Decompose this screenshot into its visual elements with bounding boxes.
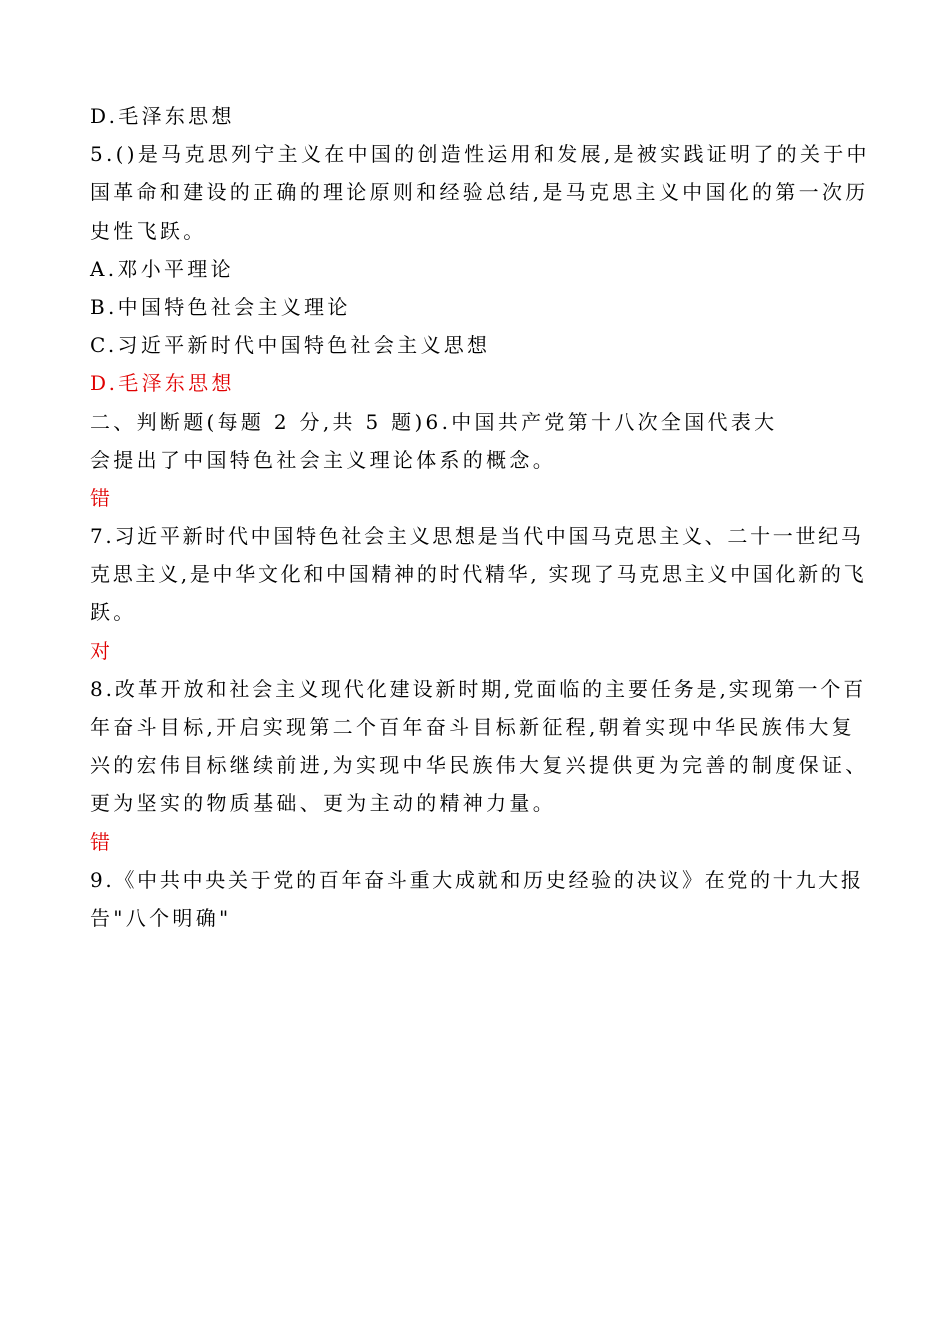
answer-q8: 错 — [90, 829, 114, 854]
question-7-line-1: 7.习近平新时代中国特色社会主义思想是当代中国马克思主义、二十一世纪马 — [90, 524, 864, 549]
document-page — [90, 97, 870, 937]
question-9-line-1: 9.《中共中央关于党的百年奋斗重大成就和历史经验的决议》在党的十九大报 — [90, 867, 864, 892]
section-2-heading-question-6: 二、判断题(每题 2 分,共 5 题)6.中国共产党第十八次全国代表大 — [90, 409, 778, 434]
option-a-q5: A.邓小平理论 — [90, 256, 234, 281]
option-d-q4: D.毛泽东思想 — [90, 104, 235, 128]
question-7-line-3: 跃。 — [90, 600, 137, 625]
question-5-line-3: 史性飞跃。 — [90, 218, 207, 243]
question-9-line-2: 告"八个明确" — [90, 905, 232, 930]
question-8-line-4: 更为坚实的物质基础、更为主动的精神力量。 — [90, 791, 556, 816]
question-6-line-2: 会提出了中国特色社会主义理论体系的概念。 — [90, 447, 556, 472]
answer-q7: 对 — [90, 638, 114, 663]
option-b-q5: B.中国特色社会主义理论 — [90, 294, 351, 319]
question-7-line-2: 克思主义,是中华文化和中国精神的时代精华, 实现了马克思主义中国化新的飞 — [90, 562, 867, 587]
question-8-line-1: 8.改革开放和社会主义现代化建设新时期,党面临的主要任务是,实现第一个百 — [90, 676, 867, 701]
answer-q5: D.毛泽东思想 — [90, 371, 235, 396]
answer-q6: 错 — [90, 485, 114, 510]
option-c-q5: C.习近平新时代中国特色社会主义思想 — [90, 333, 491, 358]
question-8-line-3: 兴的宏伟目标继续前进,为实现中华民族伟大复兴提供更为完善的制度保证、 — [90, 753, 869, 778]
question-5-line-1: 5.()是马克思列宁主义在中国的创造性运用和发展,是被实践证明了的关于中 — [90, 142, 870, 167]
question-5-line-2: 国革命和建设的正确的理论原则和经验总结,是马克思主义中国化的第一次历 — [90, 180, 869, 205]
question-8-line-2: 年奋斗目标,开启实现第二个百年奋斗目标新征程,朝着实现中华民族伟大复 — [90, 715, 855, 739]
